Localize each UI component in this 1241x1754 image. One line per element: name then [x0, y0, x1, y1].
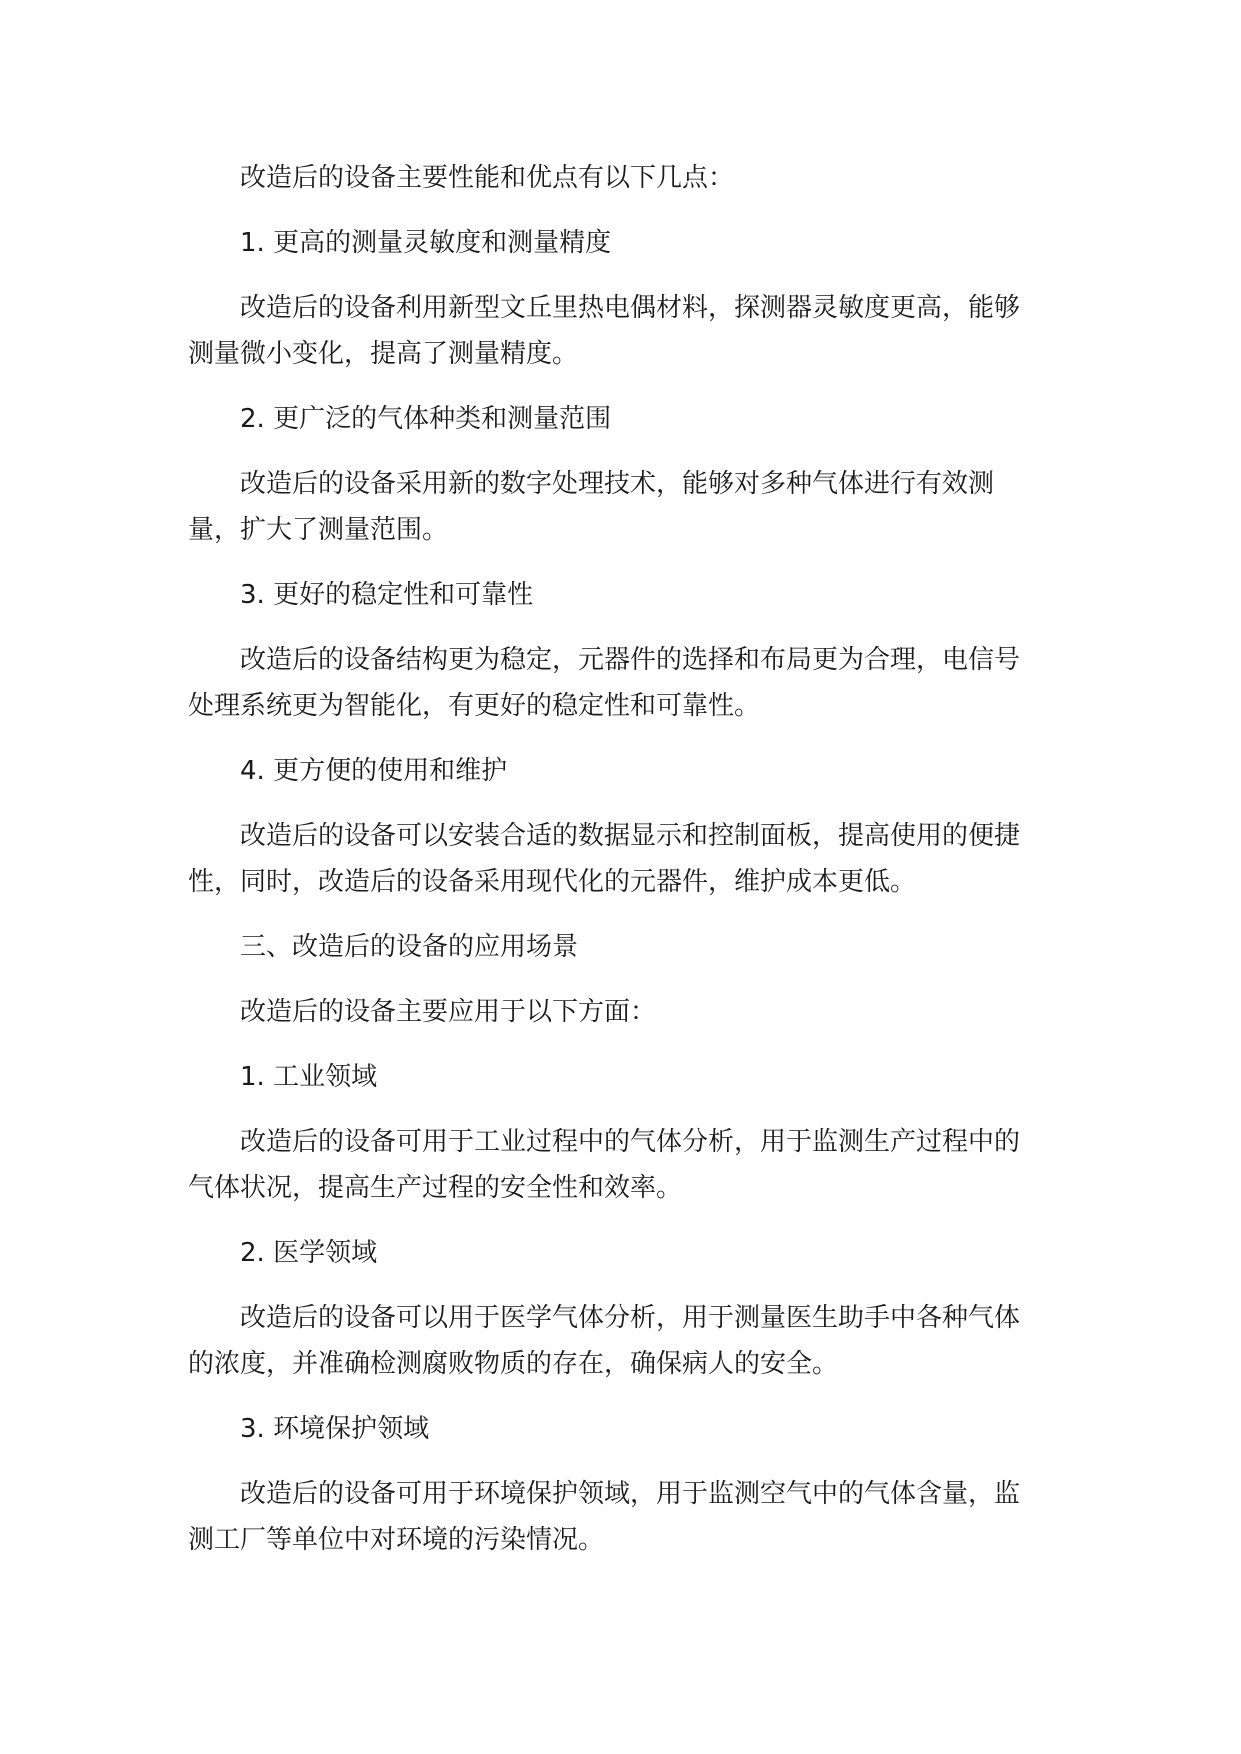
application-3-heading: 3. 环境保护领域: [240, 1414, 430, 1444]
point-2-heading: 2. 更广泛的气体种类和测量范围: [240, 404, 612, 434]
applications-intro-paragraph: 改造后的设备主要应用于以下方面：: [240, 997, 657, 1027]
application-1-heading: 1. 工业领域: [240, 1062, 378, 1092]
point-3-heading: 3. 更好的稳定性和可靠性: [240, 580, 534, 610]
section-3-title: 三、改造后的设备的应用场景: [240, 932, 579, 962]
application-1-paragraph: 改造后的设备可用于工业过程中的气体分析，用于监测生产过程中的气体状况，提高生产过程的安全性和效率。: [188, 1127, 1021, 1203]
application-2-heading: 2. 医学领域: [240, 1238, 378, 1268]
point-4-heading: 4. 更方便的使用和维护: [240, 756, 508, 786]
intro-paragraph: 改造后的设备主要性能和优点有以下几点：: [240, 163, 735, 193]
document-body: [188, 155, 1038, 1582]
point-4-paragraph: 改造后的设备可以安装合适的数据显示和控制面板，提高使用的便捷性，同时，改造后的设备采用现代化的元器件，维护成本更低。: [188, 821, 1021, 897]
point-2-paragraph: 改造后的设备采用新的数字处理技术，能够对多种气体进行有效测量，扩大了测量范围。: [188, 469, 995, 545]
application-2-paragraph: 改造后的设备可以用于医学气体分析，用于测量医生助手中各种气体的浓度，并准确检测腐败物质的存在，确保病人的安全。: [188, 1303, 1021, 1379]
point-3-paragraph: 改造后的设备结构更为稳定，元器件的选择和布局更为合理，电信号处理系统更为智能化，有更好的稳定性和可靠性。: [188, 645, 1021, 721]
point-1-paragraph: 改造后的设备利用新型文丘里热电偶材料，探测器灵敏度更高，能够测量微小变化，提高了测量精度。: [188, 293, 1021, 369]
application-3-paragraph: 改造后的设备可用于环境保护领域，用于监测空气中的气体含量，监测工厂等单位中对环境的污染情况。: [188, 1479, 1021, 1555]
point-1-heading: 1. 更高的测量灵敏度和测量精度: [240, 228, 612, 258]
